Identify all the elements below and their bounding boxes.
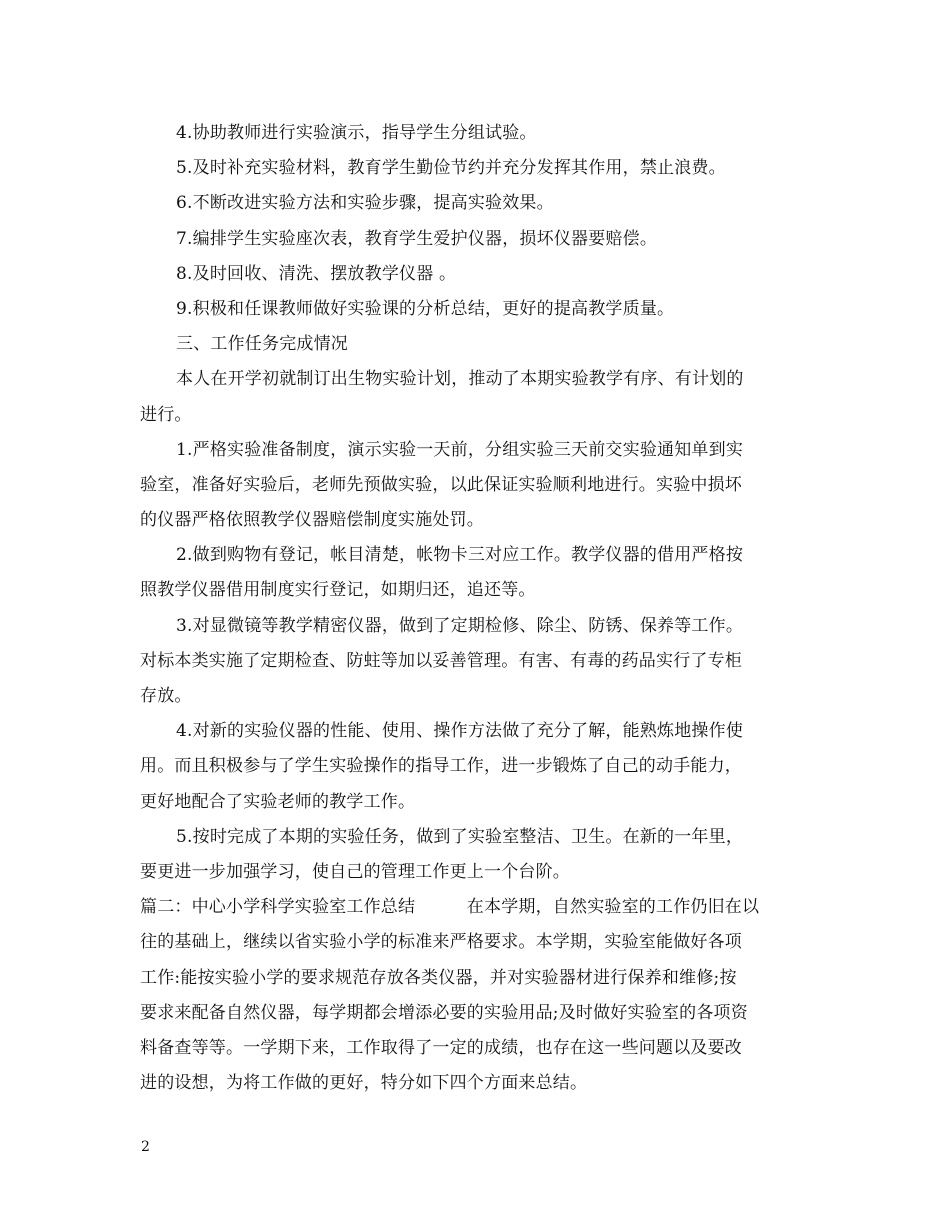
text-line: 4.协助教师进行实验演示，指导学生分组试验。 bbox=[176, 123, 537, 143]
text-line: 料备查等等。一学期下来，工作取得了一定的成绩，也存在这一些问题以及要改 bbox=[140, 1037, 742, 1058]
document-body bbox=[140, 116, 812, 1101]
text-line: 验室，准备好实验后，老师先预做实验，以此保证实验顺利地进行。实验中损坏 bbox=[140, 474, 742, 495]
text-line: 8.及时回收、清洗、摆放教学仪器 。 bbox=[176, 263, 457, 284]
text-line: 要求来配备自然仪器，每学期都会增添必要的实验用品;及时做好实验室的各项资 bbox=[140, 1002, 748, 1023]
text-line: 进的设想，为将工作做的更好，特分如下四个方面来总结。 bbox=[140, 1073, 588, 1094]
text-line: 5.及时补充实验材料，教育学生勤俭节约并充分发挥其作用，禁止浪费。 bbox=[176, 158, 726, 179]
section-heading: 三、工作任务完成情况 bbox=[176, 334, 348, 355]
text-line: 5.按时完成了本期的实验任务，做到了实验室整洁、卫生。在新的一年里， bbox=[176, 826, 744, 847]
text-line: 工作:能按实验小学的要求规范存放各类仪器，并对实验器材进行保养和维修;按 bbox=[140, 967, 737, 988]
page-number: 2 bbox=[141, 1139, 150, 1155]
text-line: 本人在开学初就制订出生物实验计划，推动了本期实验教学有序、有计划的 bbox=[176, 369, 744, 390]
text-line: 7.编排学生实验座次表，教育学生爱护仪器，损坏仪器要赔偿。 bbox=[176, 228, 658, 249]
text-line: 4.对新的实验仪器的性能、使用、操作方法做了充分了解，能熟炼地操作使 bbox=[176, 721, 744, 742]
text-line: 1.严格实验准备制度，演示实验一天前，分组实验三天前交实验通知单到实 bbox=[176, 439, 744, 460]
text-line: 存放。 bbox=[140, 686, 192, 706]
text-line: 往的基础上，继续以省实验小学的标准来严格要求。本学期，实验室能做好各项 bbox=[140, 932, 742, 953]
text-line: 3.对显微镜等教学精密仪器，做到了定期检修、除尘、防锈、保养等工作。 bbox=[176, 615, 744, 636]
text-line: 进行。 bbox=[140, 404, 192, 425]
text-line: 6.不断改进实验方法和实验步骤，提高实验效果。 bbox=[176, 193, 554, 214]
text-line: 更好地配合了实验老师的教学工作。 bbox=[140, 791, 416, 812]
article-heading-line: 篇二：中心小学科学实验室工作总结 在本学期，自然实验室的工作仍旧在以 bbox=[140, 897, 760, 918]
text-line: 对标本类实施了定期检查、防蛀等加以妥善管理。有害、有毒的药品实行了专柜 bbox=[140, 650, 742, 671]
text-line: 照教学仪器借用制度实行登记，如期归还，追还等。 bbox=[140, 580, 536, 601]
text-line: 2.做到购物有登记，帐目清楚，帐物卡三对应工作。教学仪器的借用严格按 bbox=[176, 545, 744, 566]
text-line: 的仪器严格依照教学仪器赔偿制度实施处罚。 bbox=[140, 510, 484, 531]
text-line: 用。而且积极参与了学生实验操作的指导工作，进一步锻炼了自己的动手能力， bbox=[140, 756, 742, 777]
text-line: 9.积极和任课教师做好实验课的分析总结，更好的提高教学质量。 bbox=[176, 298, 675, 319]
text-line: 要更进一步加强学习，使自己的管理工作更上一个台阶。 bbox=[140, 861, 570, 882]
